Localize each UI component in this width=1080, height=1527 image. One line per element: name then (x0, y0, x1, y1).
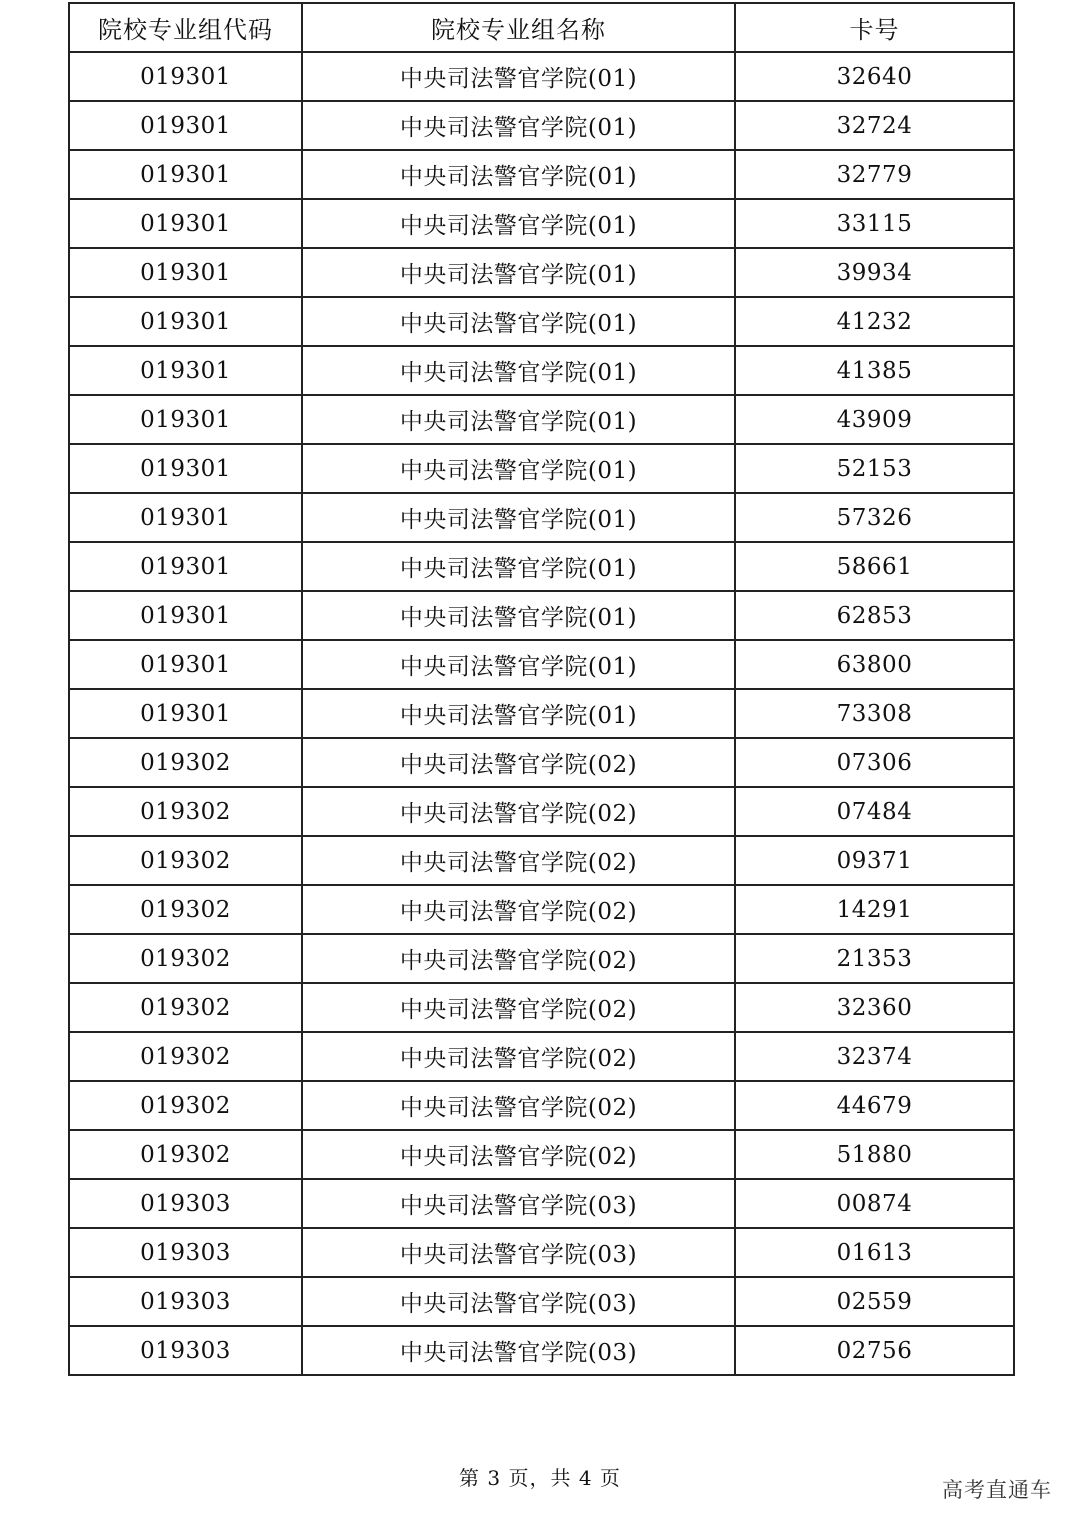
cell-group-code: 019301 (69, 248, 302, 297)
table-row (69, 591, 1014, 640)
table-row (69, 101, 1014, 150)
cell-group-code: 019303 (69, 1179, 302, 1228)
cell-group-code: 019302 (69, 836, 302, 885)
cell-group-name: 中央司法警官学院(01) (302, 52, 735, 101)
cell-group-code: 019301 (69, 199, 302, 248)
cell-group-name: 中央司法警官学院(02) (302, 983, 735, 1032)
cell-group-name: 中央司法警官学院(01) (302, 150, 735, 199)
table-row (69, 150, 1014, 199)
cell-card-number: 32360 (735, 983, 1014, 1032)
cell-group-name: 中央司法警官学院(01) (302, 542, 735, 591)
table-row (69, 1179, 1014, 1228)
cell-card-number: 41385 (735, 346, 1014, 395)
cell-card-number: 43909 (735, 395, 1014, 444)
cell-group-name: 中央司法警官学院(01) (302, 591, 735, 640)
cell-group-code: 019303 (69, 1228, 302, 1277)
cell-group-name: 中央司法警官学院(01) (302, 101, 735, 150)
cell-group-name: 中央司法警官学院(01) (302, 493, 735, 542)
cell-group-name: 中央司法警官学院(01) (302, 640, 735, 689)
cell-card-number: 02559 (735, 1277, 1014, 1326)
cell-card-number: 63800 (735, 640, 1014, 689)
cell-group-code: 019303 (69, 1326, 302, 1375)
cell-group-name: 中央司法警官学院(02) (302, 1081, 735, 1130)
table-row (69, 542, 1014, 591)
cell-group-code: 019301 (69, 542, 302, 591)
table-row (69, 1277, 1014, 1326)
table-row (69, 1081, 1014, 1130)
results-table (68, 2, 1015, 1376)
cell-group-name: 中央司法警官学院(02) (302, 836, 735, 885)
cell-group-code: 019301 (69, 493, 302, 542)
cell-group-name: 中央司法警官学院(01) (302, 346, 735, 395)
table-row (69, 444, 1014, 493)
cell-card-number: 73308 (735, 689, 1014, 738)
cell-group-name: 中央司法警官学院(02) (302, 885, 735, 934)
cell-group-code: 019302 (69, 1081, 302, 1130)
header-group-name: 院校专业组名称 (302, 3, 735, 52)
cell-group-code: 019302 (69, 934, 302, 983)
cell-card-number: 58661 (735, 542, 1014, 591)
table-row (69, 199, 1014, 248)
cell-card-number: 51880 (735, 1130, 1014, 1179)
cell-card-number: 62853 (735, 591, 1014, 640)
cell-card-number: 39934 (735, 248, 1014, 297)
cell-group-name: 中央司法警官学院(03) (302, 1179, 735, 1228)
table-row (69, 738, 1014, 787)
table-row (69, 493, 1014, 542)
cell-group-name: 中央司法警官学院(01) (302, 248, 735, 297)
table-row (69, 1130, 1014, 1179)
table-row (69, 52, 1014, 101)
cell-group-name: 中央司法警官学院(02) (302, 1032, 735, 1081)
cell-group-code: 019301 (69, 444, 302, 493)
cell-group-code: 019302 (69, 738, 302, 787)
cell-group-code: 019301 (69, 346, 302, 395)
header-card-number: 卡号 (735, 3, 1014, 52)
table-header (69, 3, 1014, 52)
table-row (69, 689, 1014, 738)
table-body (69, 52, 1014, 1375)
cell-group-code: 019301 (69, 689, 302, 738)
table-row (69, 248, 1014, 297)
cell-group-code: 019301 (69, 297, 302, 346)
results-table-container (68, 2, 1013, 1376)
table-row (69, 395, 1014, 444)
table-row (69, 1032, 1014, 1081)
cell-group-name: 中央司法警官学院(01) (302, 689, 735, 738)
cell-card-number: 52153 (735, 444, 1014, 493)
cell-group-code: 019301 (69, 101, 302, 150)
table-row (69, 297, 1014, 346)
cell-card-number: 21353 (735, 934, 1014, 983)
header-row (69, 3, 1014, 52)
cell-group-name: 中央司法警官学院(01) (302, 297, 735, 346)
cell-card-number: 41232 (735, 297, 1014, 346)
cell-group-code: 019301 (69, 52, 302, 101)
cell-card-number: 02756 (735, 1326, 1014, 1375)
cell-card-number: 33115 (735, 199, 1014, 248)
cell-group-name: 中央司法警官学院(01) (302, 395, 735, 444)
table-row (69, 346, 1014, 395)
cell-group-name: 中央司法警官学院(02) (302, 738, 735, 787)
table-row (69, 885, 1014, 934)
cell-group-name: 中央司法警官学院(02) (302, 1130, 735, 1179)
cell-card-number: 00874 (735, 1179, 1014, 1228)
cell-group-name: 中央司法警官学院(01) (302, 199, 735, 248)
table-row (69, 983, 1014, 1032)
cell-group-name: 中央司法警官学院(02) (302, 787, 735, 836)
watermark: 高考直通车 (942, 1478, 1052, 1502)
cell-group-code: 019301 (69, 591, 302, 640)
cell-card-number: 01613 (735, 1228, 1014, 1277)
cell-group-code: 019302 (69, 1130, 302, 1179)
cell-card-number: 32374 (735, 1032, 1014, 1081)
cell-group-code: 019302 (69, 983, 302, 1032)
cell-card-number: 57326 (735, 493, 1014, 542)
cell-group-name: 中央司法警官学院(03) (302, 1277, 735, 1326)
cell-group-code: 019302 (69, 885, 302, 934)
table-row (69, 640, 1014, 689)
cell-card-number: 07306 (735, 738, 1014, 787)
cell-group-name: 中央司法警官学院(03) (302, 1228, 735, 1277)
table-row (69, 1326, 1014, 1375)
cell-group-name: 中央司法警官学院(02) (302, 934, 735, 983)
cell-group-code: 019303 (69, 1277, 302, 1326)
cell-card-number: 32779 (735, 150, 1014, 199)
header-group-code: 院校专业组代码 (69, 3, 302, 52)
table-row (69, 836, 1014, 885)
cell-group-code: 019301 (69, 150, 302, 199)
cell-group-code: 019301 (69, 395, 302, 444)
cell-card-number: 32724 (735, 101, 1014, 150)
page-number: 第 3 页，共 4 页 (459, 1466, 621, 1490)
cell-card-number: 32640 (735, 52, 1014, 101)
table-row (69, 934, 1014, 983)
cell-card-number: 14291 (735, 885, 1014, 934)
cell-group-code: 019302 (69, 1032, 302, 1081)
table-row (69, 787, 1014, 836)
table-row (69, 1228, 1014, 1277)
cell-card-number: 09371 (735, 836, 1014, 885)
cell-group-name: 中央司法警官学院(03) (302, 1326, 735, 1375)
cell-card-number: 07484 (735, 787, 1014, 836)
cell-group-code: 019302 (69, 787, 302, 836)
cell-group-name: 中央司法警官学院(01) (302, 444, 735, 493)
cell-card-number: 44679 (735, 1081, 1014, 1130)
cell-group-code: 019301 (69, 640, 302, 689)
